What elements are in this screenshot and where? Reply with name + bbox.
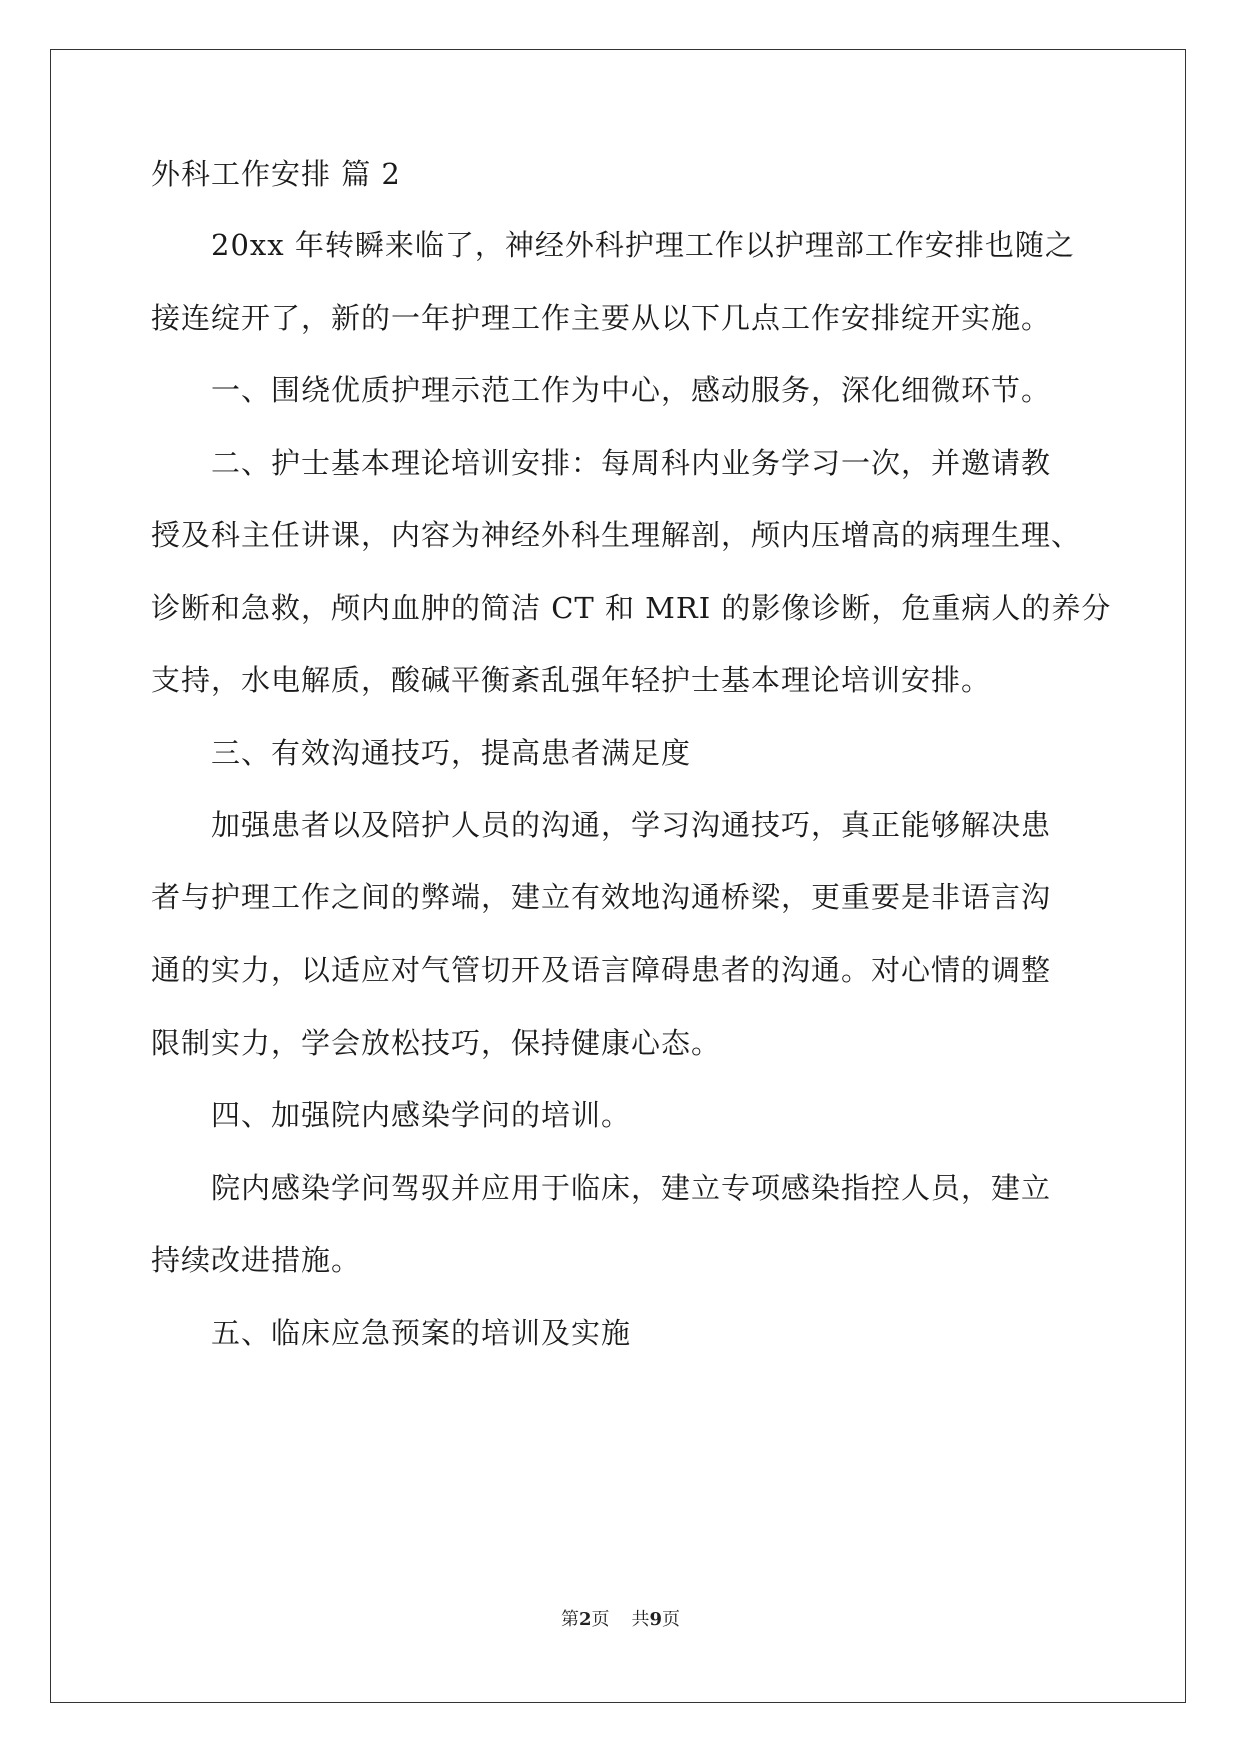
page-footer bbox=[0, 1608, 1241, 1632]
page-prefix: 第 bbox=[560, 1609, 579, 1630]
paragraph-line: 加强患者以及陪护人员的沟通，学习沟通技巧，真正能够解决患 bbox=[211, 808, 1052, 842]
paragraph-line: 院内感染学问驾驭并应用于临床，建立专项感染指控人员，建立 bbox=[211, 1171, 1052, 1205]
document-heading: 外科工作安排 篇 2 bbox=[151, 157, 401, 191]
total-suffix: 页 bbox=[662, 1609, 681, 1630]
section-heading-4: 四、加强院内感染学问的培训。 bbox=[211, 1098, 632, 1132]
paragraph-line: 接连绽开了，新的一年护理工作主要从以下几点工作安排绽开实施。 bbox=[151, 301, 1052, 335]
current-page-number: 2 bbox=[578, 1609, 592, 1630]
section-heading-5: 五、临床应急预案的培训及实施 bbox=[211, 1316, 632, 1350]
total-prefix: 共 bbox=[631, 1609, 650, 1630]
paragraph-line: 20xx 年转瞬来临了，神经外科护理工作以护理部工作安排也随之 bbox=[211, 228, 1075, 262]
page-suffix: 页 bbox=[591, 1609, 610, 1630]
paragraph-line: 持续改进措施。 bbox=[151, 1243, 362, 1277]
paragraph-line: 二、护士基本理论培训安排：每周科内业务学习一次，并邀请教 bbox=[211, 446, 1052, 480]
paragraph-line: 通的实力，以适应对气管切开及语言障碍患者的沟通。对心情的调整 bbox=[151, 953, 1052, 987]
section-heading-3: 三、有效沟通技巧，提高患者满足度 bbox=[211, 736, 692, 770]
paragraph-line: 支持，水电解质，酸碱平衡紊乱强年轻护士基本理论培训安排。 bbox=[151, 663, 992, 697]
paragraph-line: 授及科主任讲课，内容为神经外科生理解剖，颅内压增高的病理生理、 bbox=[151, 518, 1082, 552]
paragraph-line: 者与护理工作之间的弊端，建立有效地沟通桥梁，更重要是非语言沟 bbox=[151, 880, 1052, 914]
total-page-number: 9 bbox=[649, 1609, 663, 1630]
section-heading-1: 一、围绕优质护理示范工作为中心，感动服务，深化细微环节。 bbox=[211, 373, 1052, 407]
paragraph-line: 诊断和急救，颅内血肿的简洁 CT 和 MRI 的影像诊断，危重病人的养分 bbox=[151, 591, 1112, 625]
paragraph-line: 限制实力，学会放松技巧，保持健康心态。 bbox=[151, 1026, 722, 1060]
